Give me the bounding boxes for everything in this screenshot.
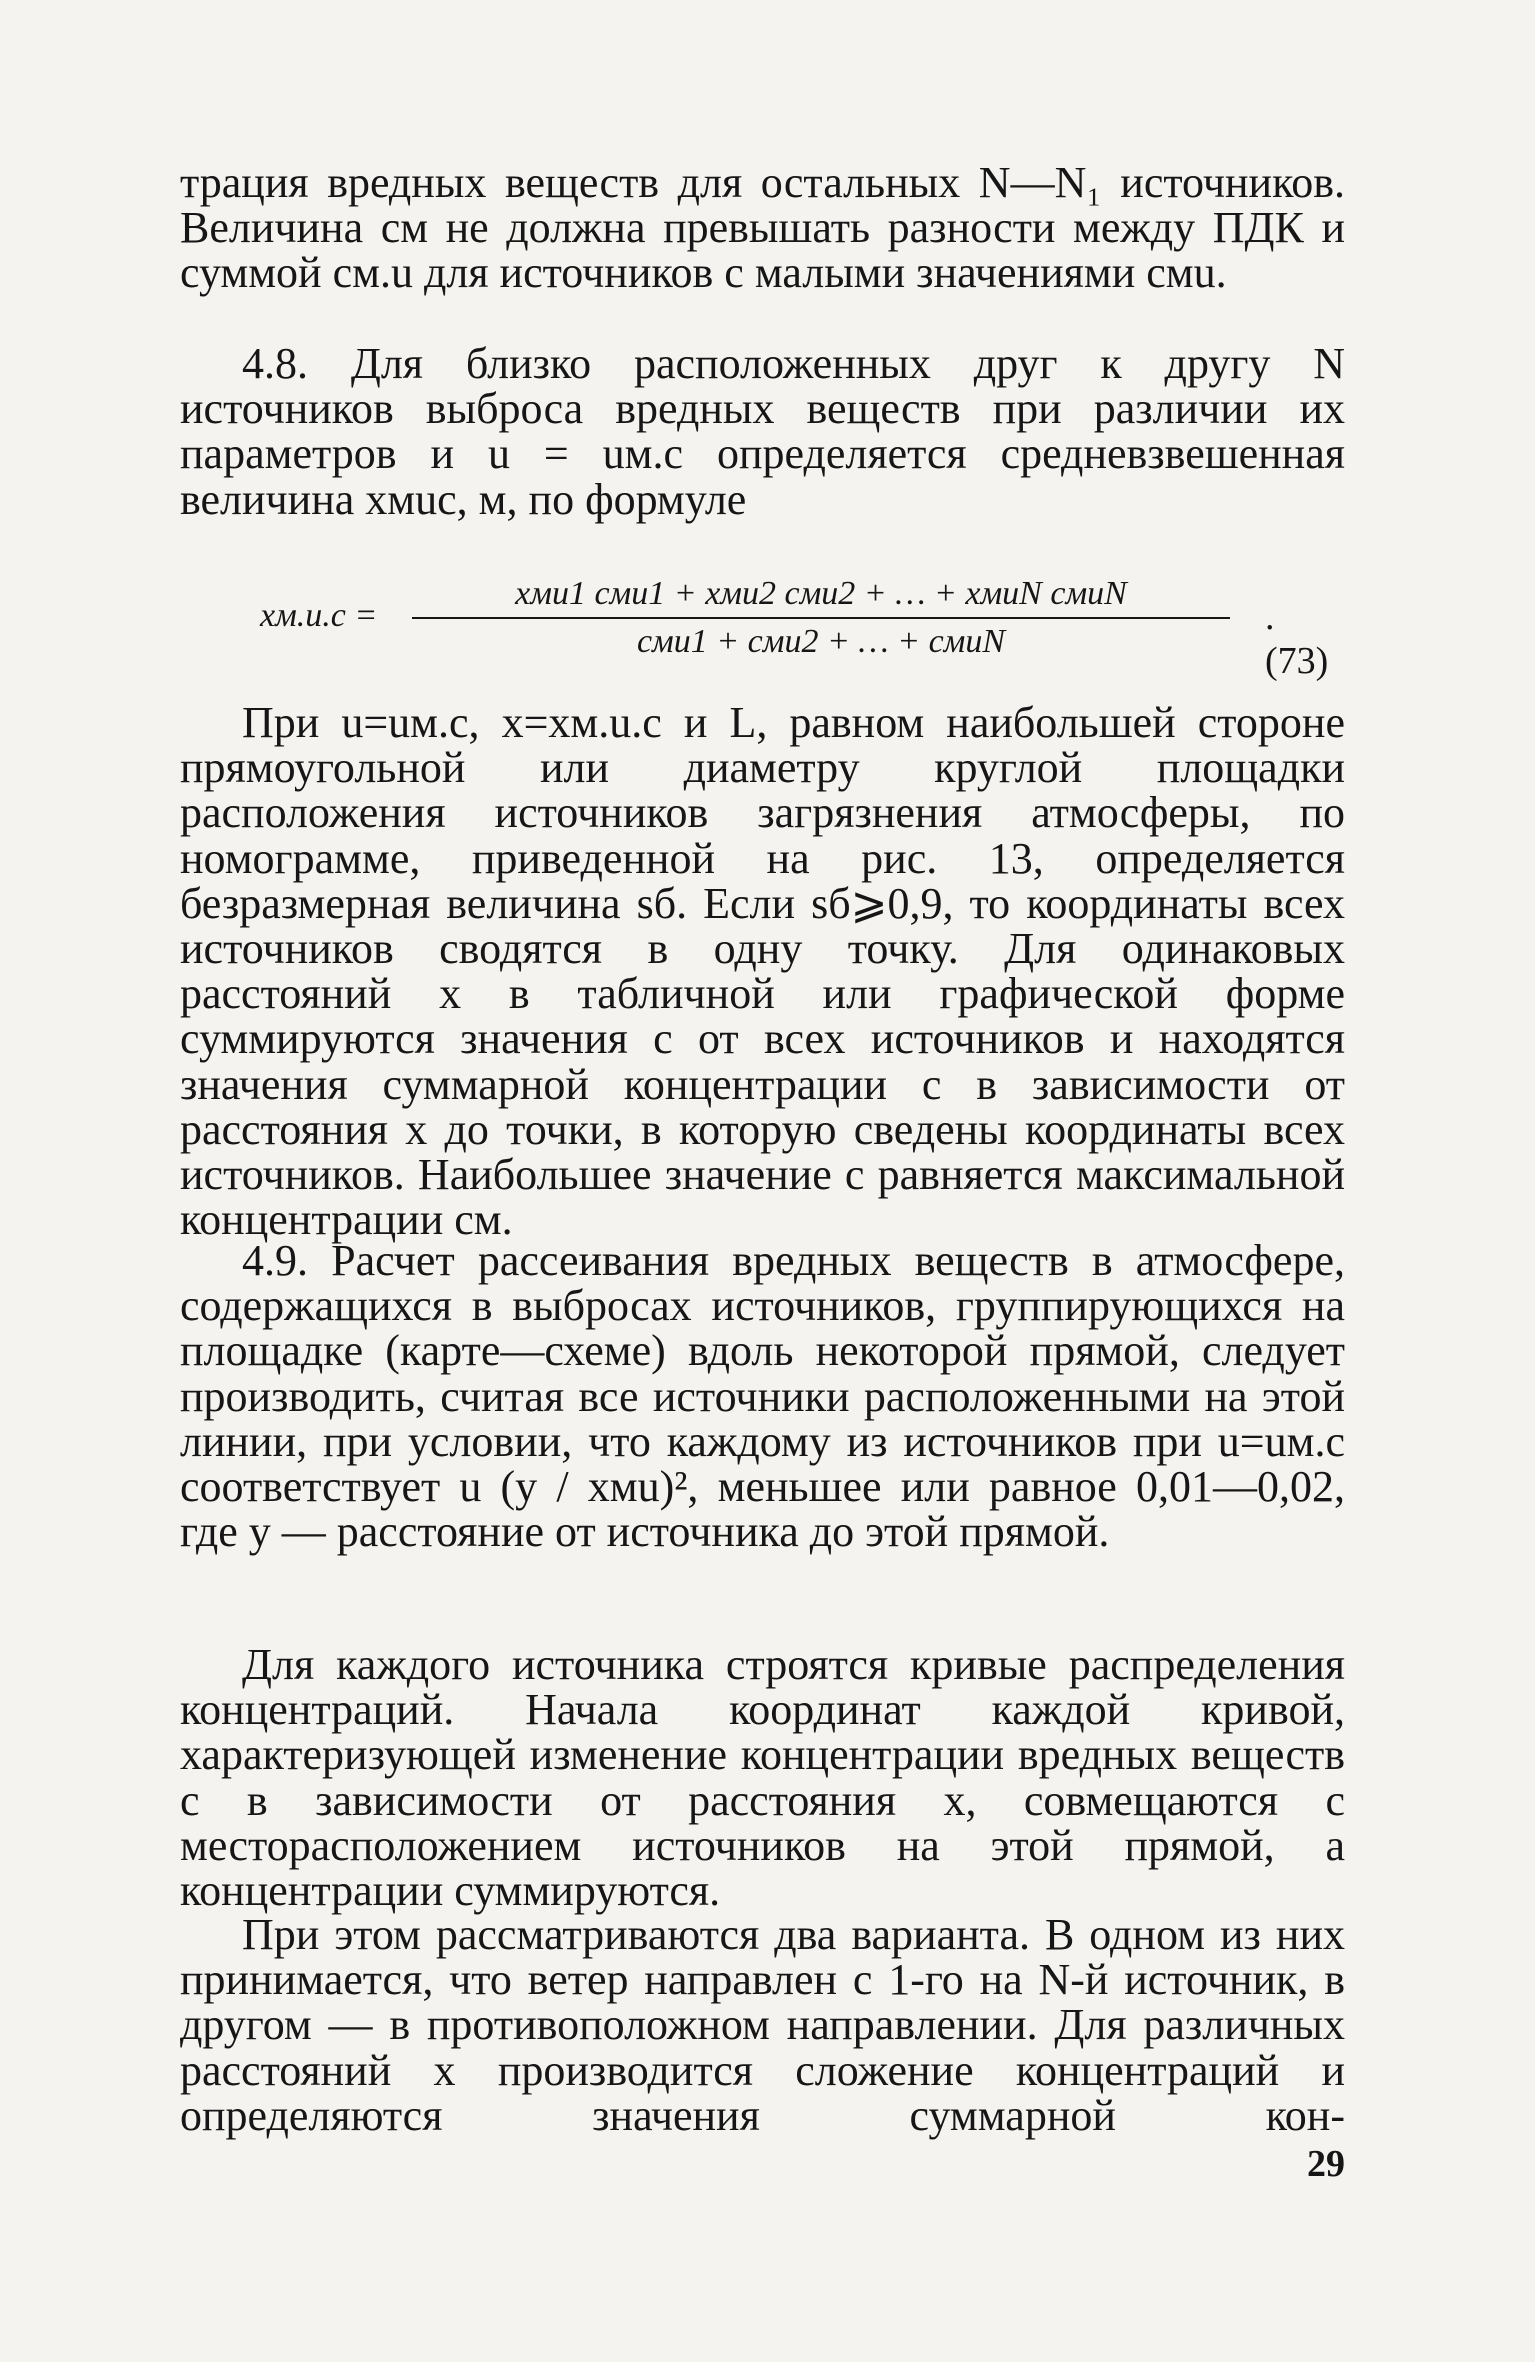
page-number: 29: [1307, 2143, 1345, 2185]
paragraph-6: При этом рассматриваются два варианта. В одном из них принимается, что ветер направлен с 1-го на N-й источник, в другом — в противоположном направлении. Для различных расстояний x производится сложение концентраций и определяются значения суммарной кон-: [180, 1910, 1345, 2140]
paragraph-1: трация вредных веществ для остальных N—N₁ источников. Величина cм не должна превышать разности между ПДК и суммой cм.u для источников с малыми значениями cмu.: [180, 158, 1345, 298]
formula-denominator: cмu1 + cмu2 + … + cмuN: [636, 623, 1006, 660]
formula-73: [180, 575, 1345, 682]
formula-number: . (73): [1265, 596, 1329, 682]
paragraph-3: При u=uм.с, x=xм.u.с и L, равном наибольшей стороне прямоугольной или диаметру круглой площадки расположения источников загрязнения атмосферы, по номограмме, приведенной на рис. 13, определяется безразмерная величина sб. Если sб⩾0,9, то координаты всех источников сводятся в одну точку. Для одинаковых расстояний x в табличной или графической форме суммируются значения c от всех источников и находятся значения суммарной концентрации c в зависимости от расстояния x до точки, в которую сведены координаты всех источников. Наибольшее значение c равняется максимальной концентрации cм.: [180, 698, 1345, 1245]
section-4-8: [180, 341, 1345, 522]
section-4-9: [180, 1236, 1345, 1557]
paragraph-4: 4.9. Расчет рассеивания вредных веществ в атмосфере, содержащихся в выбросах источников, группирующихся на площадке (карте—схеме) вдоль некоторой прямой, следует производить, считая все источники расположенными на этой линии, при условии, что каждому из источников при u=uм.с соответствует u (y / xмu)², меньшее или равное 0,01—0,02, где y — расстояние от источника до этой прямой.: [180, 1236, 1345, 1557]
paragraph-two-variants: [180, 1912, 1345, 2138]
paragraph-nomogram: [180, 698, 1345, 1245]
formula-fraction: [412, 575, 1230, 661]
paragraph-distribution-curves: [180, 1640, 1345, 1916]
paragraph-continuation: [180, 160, 1345, 296]
paragraph-5: Для каждого источника строятся кривые распределения концентраций. Начала координат каждой кривой, характеризующей изменение концентрации вредных веществ c в зависимости от расстояния x, совмещаются с месторасположением источников на этой прямой, а концентрации суммируются.: [180, 1640, 1345, 1916]
formula-lhs: xм.u.с =: [260, 597, 378, 634]
paragraph-2: 4.8. Для близко расположенных друг к другу N источников выброса вредных веществ при различии их параметров и u = uм.с определяется средневзвешенная величина xмuc, м, по формуле: [180, 339, 1345, 524]
formula-numerator: xмu1 cмu1 + xмu2 cмu2 + … + xмuN cмuN: [412, 575, 1230, 619]
